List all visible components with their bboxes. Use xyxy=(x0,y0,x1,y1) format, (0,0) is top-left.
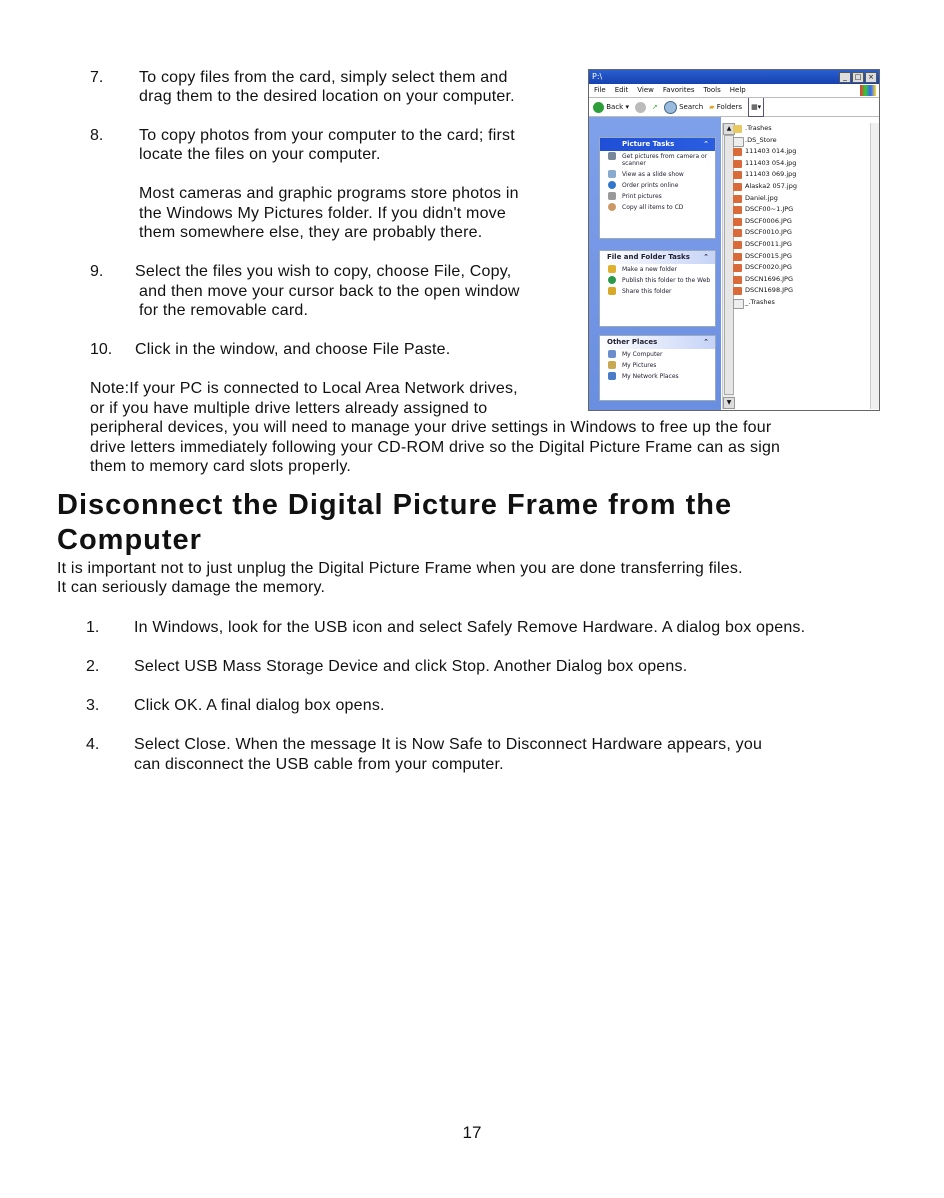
publish-icon xyxy=(608,276,616,284)
window-title: P:\ xyxy=(592,72,603,81)
image-file-icon xyxy=(733,253,742,261)
menu-tools[interactable]: Tools xyxy=(703,86,721,94)
explorer-window xyxy=(588,69,880,411)
step-text: Select Close. When the message It is Now Safe to Disconnect Hardware appears, you xyxy=(134,736,763,753)
list-item[interactable]: .DS_Store xyxy=(733,135,797,147)
list-item[interactable]: DSCF0010.JPG xyxy=(733,227,797,239)
maximize-icon[interactable]: □ xyxy=(852,72,864,83)
step-text: To copy photos from your computer to the card; first xyxy=(139,127,515,144)
chevron-up-icon: ⌃ xyxy=(703,338,709,346)
step-number: 10. xyxy=(90,341,113,358)
panel-title: File and Folder Tasks xyxy=(607,253,690,261)
step-text: for the removable card. xyxy=(139,302,309,319)
scroll-up-icon[interactable]: ▲ xyxy=(723,123,735,135)
back-arrow-icon xyxy=(593,102,604,113)
section-heading xyxy=(57,488,732,558)
list-item[interactable]: Daniel.jpg xyxy=(733,193,797,205)
image-file-icon xyxy=(733,287,742,295)
globe-icon xyxy=(608,181,616,189)
image-file-icon xyxy=(733,148,742,156)
panel-title: Picture Tasks xyxy=(622,140,675,148)
file-icon xyxy=(733,299,744,309)
up-folder-icon[interactable]: ➚ xyxy=(651,103,658,111)
note-text: drive letters immediately following your CD-ROM drive so the Digital Picture Frame can as sign xyxy=(90,439,781,456)
panel-header[interactable] xyxy=(600,251,715,264)
folder-icon: ▰ xyxy=(709,103,715,111)
file-folder-tasks-panel xyxy=(599,250,716,327)
task-item[interactable]: Order prints online xyxy=(600,180,715,191)
folders-button[interactable] xyxy=(709,98,742,116)
menu-bar xyxy=(589,84,879,98)
place-item[interactable]: My Computer xyxy=(600,349,715,360)
panel-title: Other Places xyxy=(607,338,658,346)
task-pane xyxy=(589,117,721,410)
list-item[interactable]: DSCF0015.JPG xyxy=(733,251,797,263)
step-number: 2. xyxy=(86,658,100,675)
heading-line: Disconnect the Digital Picture Frame from the xyxy=(57,489,733,521)
step-text: and then move your cursor back to the open window xyxy=(139,283,520,300)
heading-line: Computer xyxy=(57,524,202,556)
window-titlebar xyxy=(589,70,879,84)
panel-header[interactable] xyxy=(600,336,715,349)
task-item[interactable]: Copy all items to CD xyxy=(600,202,715,213)
image-file-icon xyxy=(733,264,742,272)
image-file-icon xyxy=(733,206,742,214)
file-list-scrollbar[interactable] xyxy=(870,123,879,409)
step-text: locate the files on your computer. xyxy=(139,146,381,163)
list-item[interactable]: DSCF00~1.JPG xyxy=(733,204,797,216)
search-label: Search xyxy=(679,103,704,111)
image-file-icon xyxy=(733,160,742,168)
list-item[interactable]: Alaska2 057.jpg xyxy=(733,181,797,193)
step-text: Click OK. A final dialog box opens. xyxy=(134,697,385,714)
file-list xyxy=(733,123,797,309)
file-icon xyxy=(733,137,744,147)
menu-view[interactable]: View xyxy=(637,86,654,94)
step-text: To copy files from the card, simply select them and xyxy=(139,69,508,86)
close-icon[interactable]: × xyxy=(865,72,877,83)
menu-favorites[interactable]: Favorites xyxy=(662,86,695,94)
list-item[interactable]: 111403 014.jpg xyxy=(733,146,797,158)
back-button[interactable]: Back ▾ xyxy=(593,98,629,116)
page-number: 17 xyxy=(462,1123,482,1142)
panel-header[interactable] xyxy=(600,138,715,151)
task-item[interactable]: Share this folder xyxy=(600,286,715,297)
other-places-panel xyxy=(599,335,716,401)
share-folder-icon xyxy=(608,287,616,295)
step-text: Click in the window, and choose File Paste. xyxy=(135,341,451,358)
step-text: In Windows, look for the USB icon and select Safely Remove Hardware. A dialog box opens. xyxy=(134,619,806,636)
menu-file[interactable]: File xyxy=(594,86,606,94)
task-item[interactable]: Print pictures xyxy=(600,191,715,202)
back-label: Back xyxy=(606,103,624,111)
place-item[interactable]: My Pictures xyxy=(600,360,715,371)
minimize-icon[interactable]: _ xyxy=(839,72,851,83)
note-text: or if you have multiple drive letters already assigned to xyxy=(90,400,488,417)
forward-arrow-icon[interactable] xyxy=(635,102,646,113)
list-item[interactable]: .Trashes xyxy=(733,123,797,135)
step-number: 3. xyxy=(86,697,100,714)
search-button[interactable] xyxy=(664,98,703,116)
place-item[interactable]: My Network Places xyxy=(600,371,715,382)
task-item[interactable]: View as a slide show xyxy=(600,169,715,180)
slideshow-icon xyxy=(608,170,616,178)
windows-flag-icon xyxy=(860,85,876,96)
menu-edit[interactable]: Edit xyxy=(614,86,629,94)
list-item[interactable]: DSCF0006.JPG xyxy=(733,216,797,228)
image-file-icon xyxy=(733,229,742,237)
step-text: drag them to the desired location on your computer. xyxy=(139,88,515,105)
list-item[interactable]: DSCF0020.JPG xyxy=(733,262,797,274)
cd-icon xyxy=(608,203,616,211)
image-file-icon xyxy=(733,195,742,203)
task-item[interactable]: Make a new folder xyxy=(600,264,715,275)
scroll-down-icon[interactable]: ▼ xyxy=(723,397,735,409)
step-number: 4. xyxy=(86,736,100,753)
menu-help[interactable]: Help xyxy=(729,86,746,94)
list-item[interactable]: DSCF0011.JPG xyxy=(733,239,797,251)
image-file-icon xyxy=(733,241,742,249)
computer-icon xyxy=(608,350,616,358)
folder-icon xyxy=(733,125,742,133)
scanner-icon xyxy=(608,152,616,160)
chevron-up-icon: ⌃ xyxy=(703,253,709,261)
step-text: Select USB Mass Storage Device and click Stop. Another Dialog box opens. xyxy=(134,658,688,675)
step-number: 8. xyxy=(90,127,104,144)
image-file-icon xyxy=(733,276,742,284)
list-item[interactable]: DSCN1698.JPG xyxy=(733,285,797,297)
image-file-icon xyxy=(733,218,742,226)
step-number: 9. xyxy=(90,263,104,280)
step-text: them somewhere else, they are probably there. xyxy=(139,224,483,241)
intro-text: It is important not to just unplug the Digital Picture Frame when you are done transferring files. xyxy=(57,560,743,577)
note-text: Note:If your PC is connected to Local Area Network drives, xyxy=(90,380,518,397)
task-item[interactable]: Get pictures from camera or scanner xyxy=(600,151,715,169)
intro-text: It can seriously damage the memory. xyxy=(57,579,326,596)
search-icon xyxy=(664,101,677,114)
toolbar xyxy=(589,98,879,117)
list-item[interactable]: _.Trashes xyxy=(733,297,797,309)
step-text: the Windows My Pictures folder. If you didn't move xyxy=(139,205,506,222)
list-item[interactable]: 111403 054.jpg xyxy=(733,158,797,170)
note-text: them to memory card slots properly. xyxy=(90,458,352,475)
network-icon xyxy=(608,372,616,380)
note-text: peripheral devices, you will need to manage your drive settings in Windows to free up the four xyxy=(90,419,772,436)
step-number: 1. xyxy=(86,619,100,636)
pictures-folder-icon xyxy=(608,361,616,369)
step-text: Select the files you wish to copy, choose File, Copy, xyxy=(135,263,512,280)
image-file-icon xyxy=(733,171,742,179)
step-number: 7. xyxy=(90,69,104,86)
task-item[interactable]: Publish this folder to the Web xyxy=(600,275,715,286)
picture-tasks-panel xyxy=(599,137,716,239)
new-folder-icon xyxy=(608,265,616,273)
folders-label: Folders xyxy=(716,103,743,111)
views-icon[interactable]: ▦▾ xyxy=(748,97,764,117)
printer-icon xyxy=(608,192,616,200)
step-text: Most cameras and graphic programs store photos in xyxy=(139,185,519,202)
chevron-up-icon: ⌃ xyxy=(703,140,709,148)
list-item[interactable]: DSCN1696.JPG xyxy=(733,274,797,286)
image-file-icon xyxy=(733,183,742,191)
step-text: can disconnect the USB cable from your computer. xyxy=(134,756,504,773)
list-item[interactable]: 111403 069.jpg xyxy=(733,169,797,181)
